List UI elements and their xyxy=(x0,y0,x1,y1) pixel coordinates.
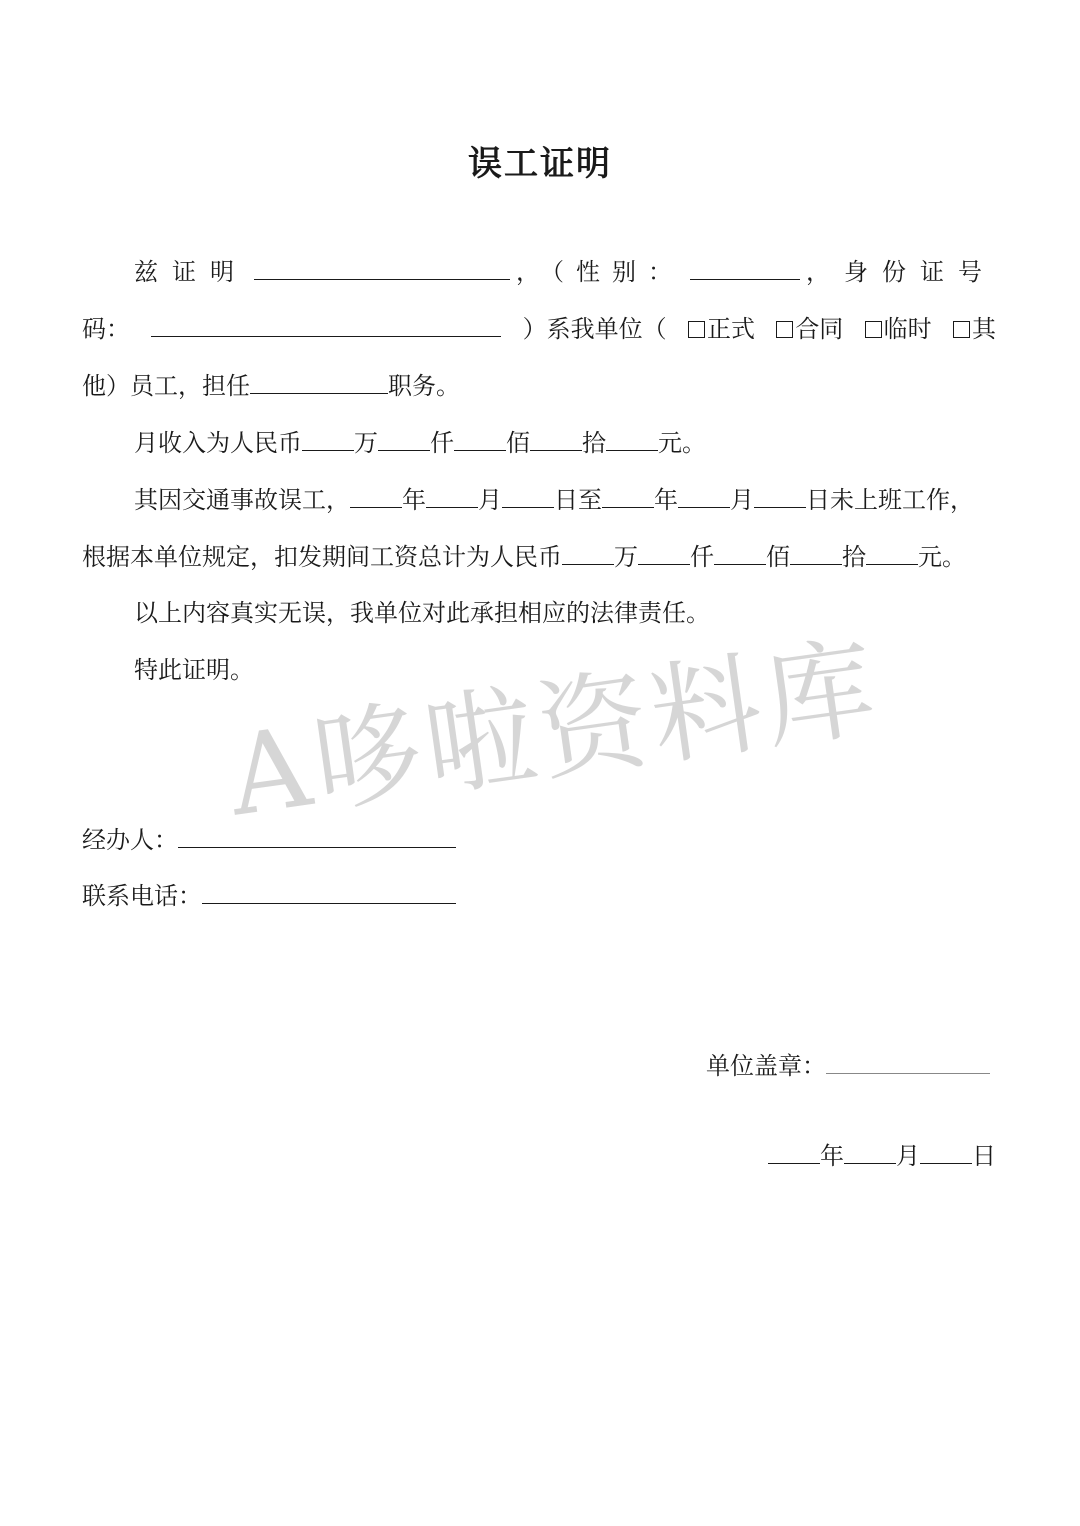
date-blank[interactable] xyxy=(602,487,654,508)
date-blank[interactable] xyxy=(426,487,478,508)
para1-line3: 他）员工，担任 职务。 xyxy=(82,372,460,400)
para1-line1 xyxy=(134,256,996,288)
document-title: 误工证明 xyxy=(468,144,612,184)
income-blank[interactable] xyxy=(530,430,582,451)
handler-blank[interactable] xyxy=(178,827,456,848)
month-blank[interactable] xyxy=(844,1143,896,1164)
certify-label: 兹证明 xyxy=(134,258,248,286)
year-blank[interactable] xyxy=(768,1143,820,1164)
income-blank[interactable] xyxy=(302,430,354,451)
deduction-blank[interactable] xyxy=(714,544,766,565)
seal-blank[interactable] xyxy=(826,1053,990,1074)
checkbox-icon xyxy=(953,321,970,338)
handler-row: 经办人： xyxy=(82,824,456,856)
gender-label: ，（性别： xyxy=(516,258,684,286)
date-blank[interactable] xyxy=(502,487,554,508)
phone-row: 联系电话： xyxy=(82,880,456,912)
name-blank[interactable] xyxy=(254,259,510,280)
deduction-blank[interactable] xyxy=(638,544,690,565)
phone-blank[interactable] xyxy=(202,883,456,904)
income-blank[interactable] xyxy=(454,430,506,451)
id-label: ，身份证号 xyxy=(806,258,996,286)
gender-blank[interactable] xyxy=(690,259,800,280)
option-formal[interactable]: 正式 xyxy=(688,313,755,345)
id-number-blank[interactable] xyxy=(151,316,501,337)
option-temporary[interactable]: 临时 xyxy=(865,313,932,345)
watermark: A哆啦资料库 xyxy=(221,622,887,841)
deduction-blank[interactable] xyxy=(866,544,918,565)
para3-line1: 其因交通事故误工， 年 月 日至 年 月 日未上班工作， xyxy=(134,486,974,514)
income-blank[interactable] xyxy=(378,430,430,451)
deduction-blank[interactable] xyxy=(790,544,842,565)
option-other[interactable]: 其 xyxy=(953,313,996,345)
deduction-blank[interactable] xyxy=(562,544,614,565)
option-contract[interactable]: 合同 xyxy=(776,313,843,345)
checkbox-icon xyxy=(865,321,882,338)
para5-closing: 特此证明。 xyxy=(134,656,254,684)
date-blank[interactable] xyxy=(350,487,402,508)
date-blank[interactable] xyxy=(754,487,806,508)
sign-date-row: 年 月 日 xyxy=(768,1140,996,1172)
position-blank[interactable] xyxy=(250,373,388,394)
para1-line2 xyxy=(82,313,996,345)
para2-income: 月收入为人民币 万 仟 佰 拾 元。 xyxy=(134,429,706,457)
seal-row: 单位盖章： xyxy=(706,1050,990,1082)
income-blank[interactable] xyxy=(606,430,658,451)
para3-line2: 根据本单位规定，扣发期间工资总计为人民币 万 仟 佰 拾 元。 xyxy=(82,543,966,571)
employ-label: ）系我单位（ xyxy=(522,315,667,343)
date-blank[interactable] xyxy=(678,487,730,508)
checkbox-icon xyxy=(688,321,705,338)
id-label-cont: 码： xyxy=(82,315,130,343)
checkbox-icon xyxy=(776,321,793,338)
day-blank[interactable] xyxy=(920,1143,972,1164)
para4-statement: 以上内容真实无误，我单位对此承担相应的法律责任。 xyxy=(134,599,710,627)
